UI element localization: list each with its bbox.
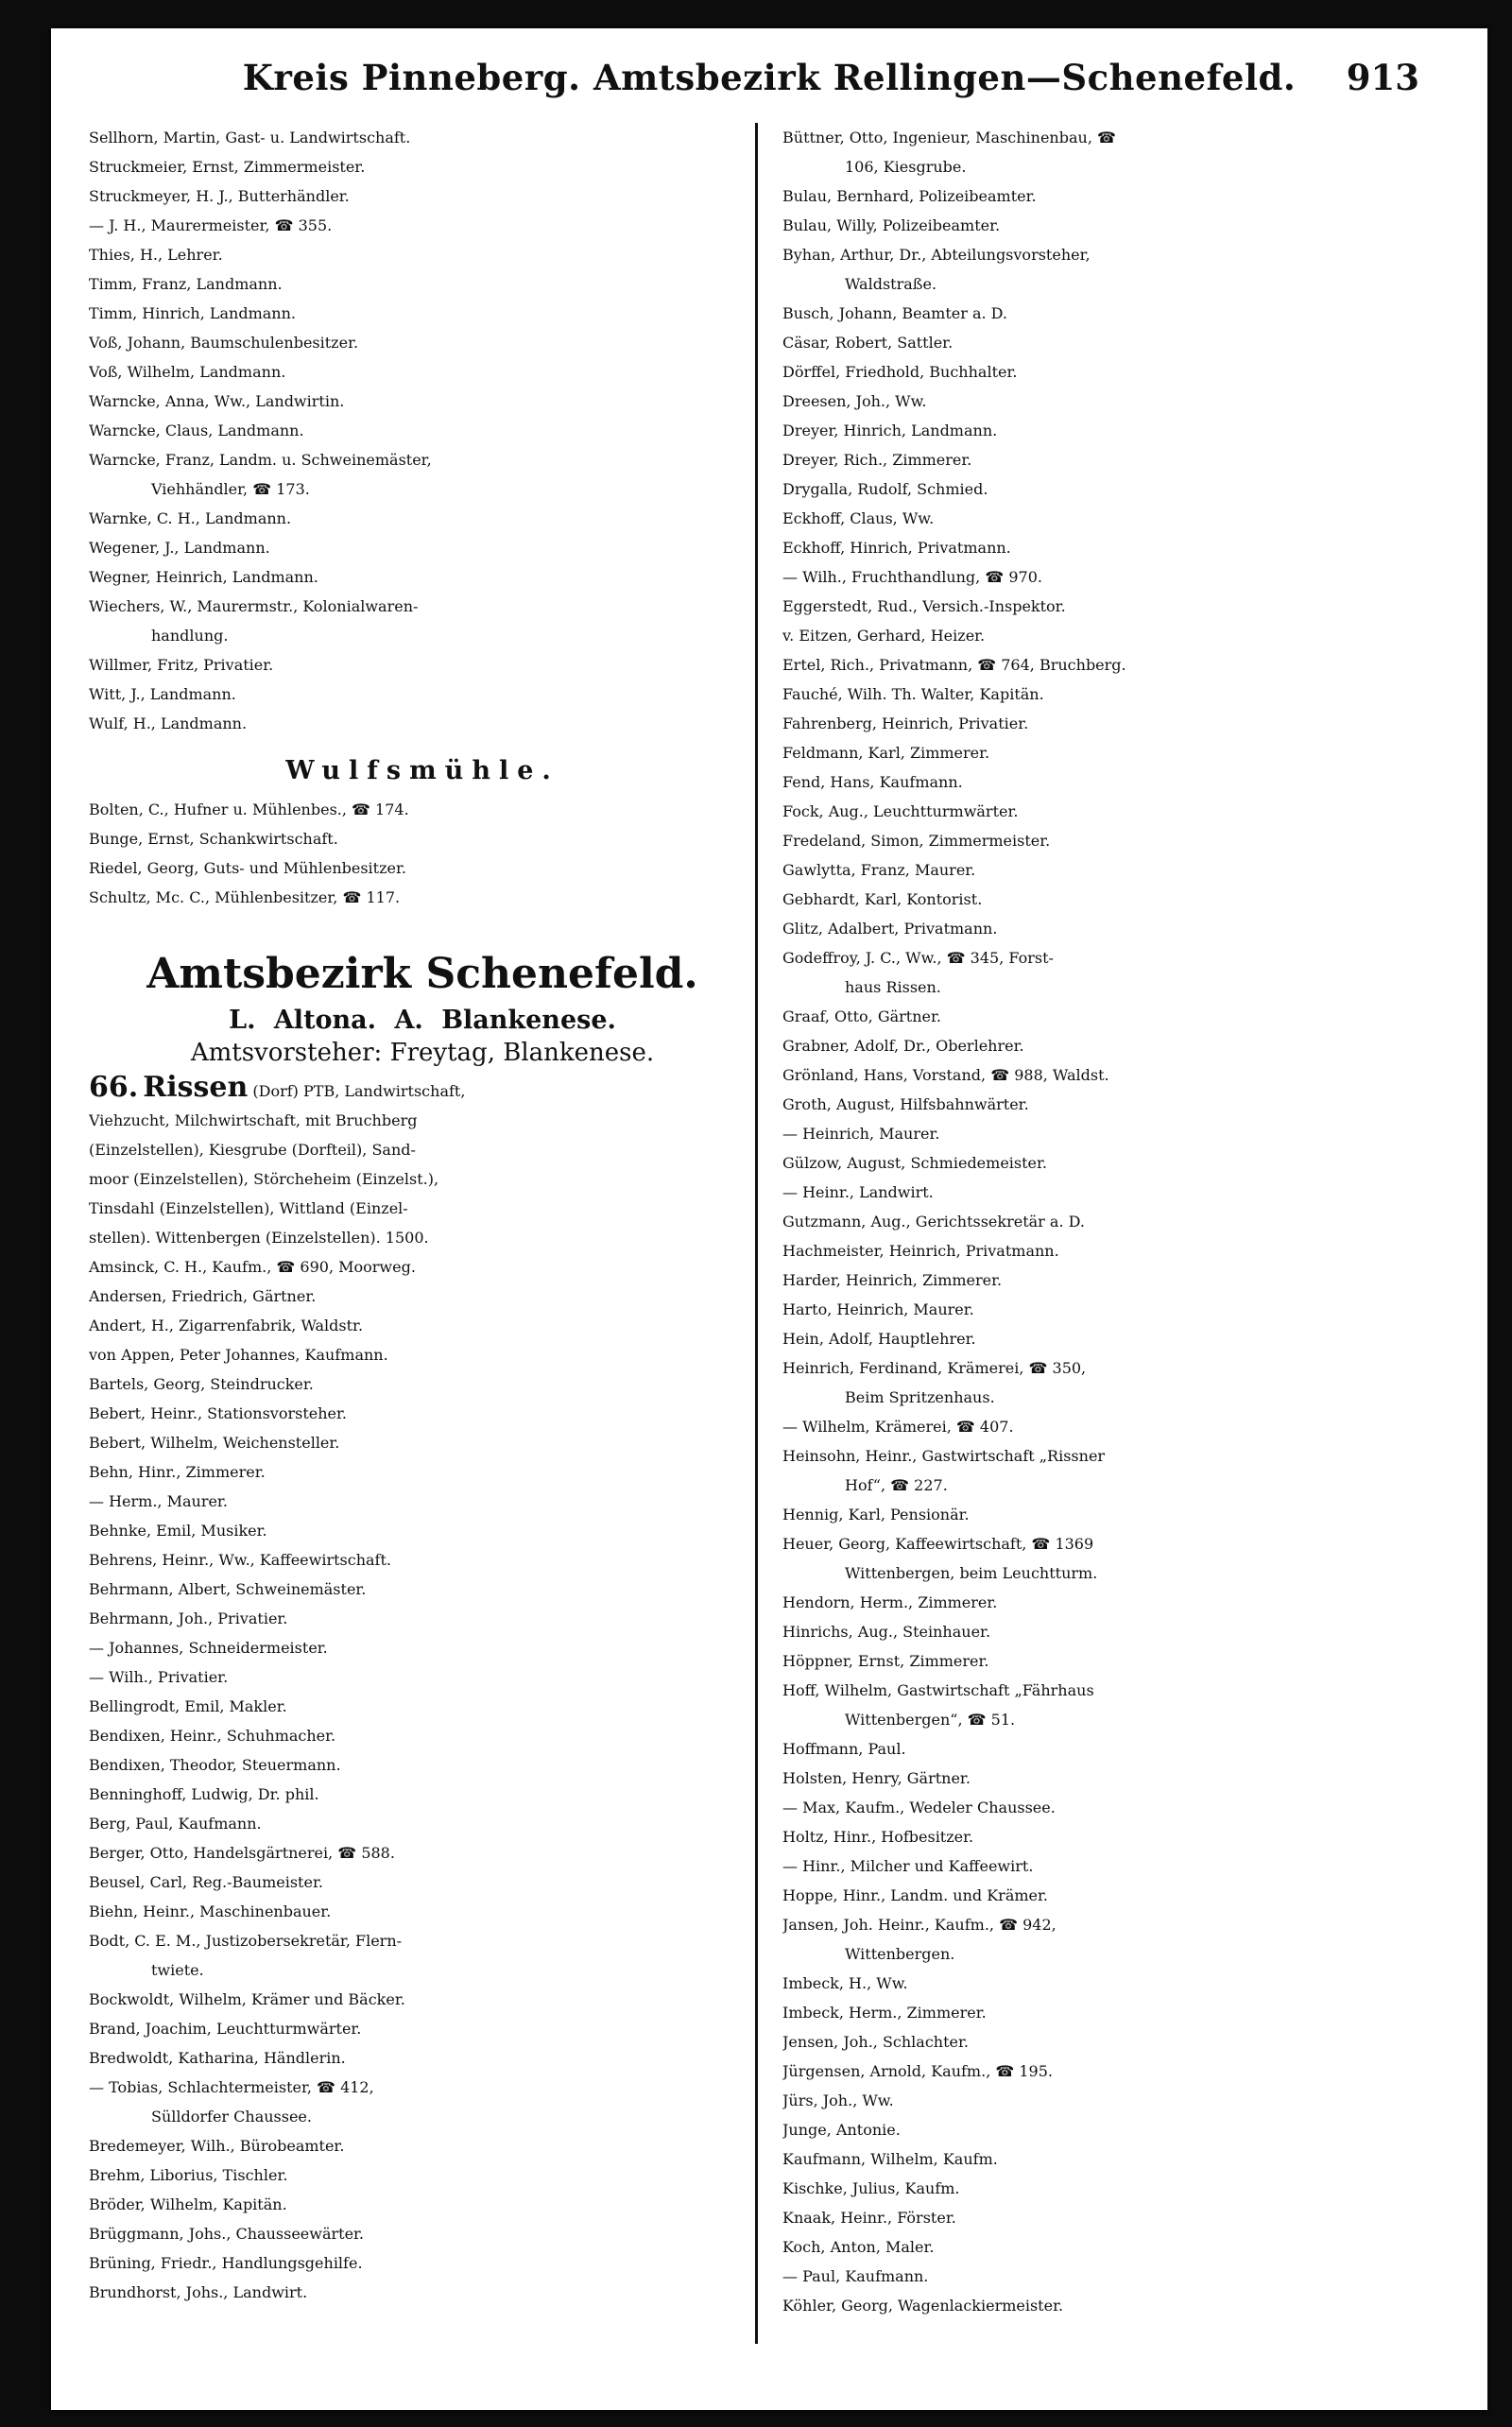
directory-entry: Bendixen, Theodor, Steuermann. xyxy=(89,1756,341,1774)
directory-entry: Busch, Johann, Beamter a. D. xyxy=(782,304,1008,322)
directory-entry: Warncke, Franz, Landm. u. Schweinemäster, xyxy=(89,451,432,469)
directory-entry: Bebert, Heinr., Stationsvorsteher. xyxy=(89,1404,347,1422)
directory-entry: Gutzmann, Aug., Gerichtssekretär a. D. xyxy=(782,1213,1085,1231)
place-name: Rissen xyxy=(143,1071,249,1104)
directory-entry: — Johannes, Schneidermeister. xyxy=(89,1639,328,1657)
directory-entry: Dreesen, Joh., Ww. xyxy=(782,392,927,410)
entry-continuation: 106, Kiesgrube. xyxy=(845,158,967,176)
directory-entry: — J. H., Maurermeister, ☎ 355. xyxy=(89,216,333,234)
directory-entry: Hachmeister, Heinrich, Privatmann. xyxy=(782,1242,1059,1260)
directory-entry: Hoff, Wilhelm, Gastwirtschaft „Fährhaus xyxy=(782,1681,1094,1699)
place-description: (Dorf) PTB, Landwirtschaft, xyxy=(248,1082,466,1100)
directory-entry: Dreyer, Hinrich, Landmann. xyxy=(782,422,998,439)
directory-entry: Berg, Paul, Kaufmann. xyxy=(89,1815,262,1833)
directory-entry: Bendixen, Heinr., Schuhmacher. xyxy=(89,1727,336,1745)
directory-entry: Timm, Hinrich, Landmann. xyxy=(89,304,296,322)
directory-entry: Sellhorn, Martin, Gast- u. Landwirtschaft. xyxy=(89,129,411,146)
directory-entry: Bebert, Wilhelm, Weichensteller. xyxy=(89,1434,340,1452)
directory-entry: Kaufmann, Wilhelm, Kaufm. xyxy=(782,2150,998,2168)
entry-continuation: Sülldorfer Chaussee. xyxy=(151,2108,312,2126)
directory-entry: Bredwoldt, Katharina, Händlerin. xyxy=(89,2049,346,2067)
directory-entry: — Paul, Kaufmann. xyxy=(782,2267,929,2285)
directory-entry: Behrens, Heinr., Ww., Kaffeewirtschaft. xyxy=(89,1551,391,1569)
directory-entry: Brand, Joachim, Leuchtturmwärter. xyxy=(89,2020,362,2038)
entry-continuation: Wittenbergen“, ☎ 51. xyxy=(845,1711,1016,1729)
directory-entry: Fahrenberg, Heinrich, Privatier. xyxy=(782,714,1029,732)
directory-entry: Andersen, Friedrich, Gärtner. xyxy=(89,1287,317,1305)
directory-entry: Imbeck, Herm., Zimmerer. xyxy=(782,2004,987,2022)
directory-entry: Brüggmann, Johs., Chausseewärter. xyxy=(89,2225,365,2243)
directory-entry: — Wilhelm, Krämerei, ☎ 407. xyxy=(782,1418,1014,1436)
directory-entry: Struckmeier, Ernst, Zimmermeister. xyxy=(89,158,366,176)
place-description-line: Viehzucht, Milchwirtschaft, mit Bruchberg xyxy=(89,1111,418,1129)
place-header-line xyxy=(89,1073,756,1106)
directory-entry: Wulf, H., Landmann. xyxy=(89,714,248,732)
right-entries xyxy=(782,123,1450,2320)
running-title: Kreis Pinneberg. Amtsbezirk Rellingen—Schenefeld. xyxy=(242,57,1297,98)
directory-entry: Willmer, Fritz, Privatier. xyxy=(89,656,274,674)
entry-continuation: twiete. xyxy=(151,1961,204,1979)
directory-entry: Behrmann, Joh., Privatier. xyxy=(89,1609,288,1627)
directory-entry: Groth, August, Hilfsbahnwärter. xyxy=(782,1095,1029,1113)
entry-continuation: haus Rissen. xyxy=(845,978,941,996)
directory-entry: — Heinr., Landwirt. xyxy=(782,1183,934,1201)
district-subheading: L. Altona. A. Blankenese. xyxy=(229,1006,616,1035)
directory-entry: Cäsar, Robert, Sattler. xyxy=(782,334,954,352)
directory-entry: Bröder, Wilhelm, Kapitän. xyxy=(89,2195,287,2213)
directory-entry: Brehm, Liborius, Tischler. xyxy=(89,2166,288,2184)
directory-entry: Hendorn, Herm., Zimmerer. xyxy=(782,1593,998,1611)
directory-entry: Drygalla, Rudolf, Schmied. xyxy=(782,480,988,498)
page-number: 913 xyxy=(1346,57,1419,98)
place-description-lines xyxy=(89,1106,756,1252)
place-number: 66. xyxy=(89,1071,139,1104)
directory-entry: Bulau, Willy, Polizeibeamter. xyxy=(782,216,1001,234)
directory-entry: Gebhardt, Karl, Kontorist. xyxy=(782,890,983,908)
directory-entry: — Tobias, Schlachtermeister, ☎ 412, xyxy=(89,2078,374,2096)
page-header xyxy=(51,57,1487,113)
entry-continuation: Hof“, ☎ 227. xyxy=(845,1476,948,1494)
entry-continuation: Wittenbergen, beim Leuchtturm. xyxy=(845,1564,1098,1582)
directory-entry: Köhler, Georg, Wagenlackiermeister. xyxy=(782,2297,1064,2315)
directory-entry: Bredemeyer, Wilh., Bürobeamter. xyxy=(89,2137,345,2155)
directory-entry: Eggerstedt, Rud., Versich.-Inspektor. xyxy=(782,597,1066,615)
directory-entry: Struckmeyer, H. J., Butterhändler. xyxy=(89,187,350,205)
place-description-line: Tinsdahl (Einzelstellen), Wittland (Einzel- xyxy=(89,1199,408,1217)
directory-entry: Dörffel, Friedhold, Buchhalter. xyxy=(782,363,1018,381)
place-description-line: stellen). Wittenbergen (Einzelstellen). 1500. xyxy=(89,1229,429,1247)
directory-entry: Graaf, Otto, Gärtner. xyxy=(782,1007,941,1025)
directory-entry: Riedel, Georg, Guts- und Mühlenbesitzer. xyxy=(89,859,406,877)
directory-entry: Voß, Wilhelm, Landmann. xyxy=(89,363,286,381)
directory-entry: Wegener, J., Landmann. xyxy=(89,539,270,557)
directory-entry: Behn, Hinr., Zimmerer. xyxy=(89,1463,266,1481)
directory-entry: Brundhorst, Johs., Landwirt. xyxy=(89,2283,308,2301)
directory-entry: Hoffmann, Paul. xyxy=(782,1740,906,1758)
directory-entry: Warncke, Claus, Landmann. xyxy=(89,422,304,439)
left-column xyxy=(89,123,756,2391)
directory-entry: Harder, Heinrich, Zimmerer. xyxy=(782,1271,1003,1289)
directory-entry: Schultz, Mc. C., Mühlenbesitzer, ☎ 117. xyxy=(89,888,401,906)
directory-entry: — Wilh., Fruchthandlung, ☎ 970. xyxy=(782,568,1042,586)
directory-entry: Warncke, Anna, Ww., Landwirtin. xyxy=(89,392,345,410)
directory-entry: Jürs, Joh., Ww. xyxy=(782,2091,894,2109)
directory-entry: Hennig, Karl, Pensionär. xyxy=(782,1506,970,1523)
district-heading: Amtsbezirk Schenefeld. xyxy=(146,950,698,998)
directory-entry: Harto, Heinrich, Maurer. xyxy=(782,1300,974,1318)
directory-entry: Bodt, C. E. M., Justizobersekretär, Flern- xyxy=(89,1932,403,1950)
directory-entry: Bunge, Ernst, Schankwirtschaft. xyxy=(89,830,338,848)
directory-entry: Fend, Hans, Kaufmann. xyxy=(782,773,963,791)
right-column xyxy=(782,123,1450,2391)
directory-entry: Timm, Franz, Landmann. xyxy=(89,275,283,293)
directory-entry: Büttner, Otto, Ingenieur, Maschinenbau, ☎ xyxy=(782,129,1116,146)
directory-entry: Feldmann, Karl, Zimmerer. xyxy=(782,744,990,762)
place-description-line: (Einzelstellen), Kiesgrube (Dorfteil), Sand- xyxy=(89,1141,416,1159)
directory-entry: Knaak, Heinr., Förster. xyxy=(782,2209,956,2227)
directory-entry: Beusel, Carl, Reg.-Baumeister. xyxy=(89,1873,323,1891)
directory-entry: Behrmann, Albert, Schweinemäster. xyxy=(89,1580,367,1598)
directory-entry: Jürgensen, Arnold, Kaufm., ☎ 195. xyxy=(782,2062,1053,2080)
directory-entry: Bulau, Bernhard, Polizeibeamter. xyxy=(782,187,1037,205)
district-head-officer: Amtsvorsteher: Freytag, Blankenese. xyxy=(190,1039,655,1067)
directory-entry: Benninghoff, Ludwig, Dr. phil. xyxy=(89,1785,319,1803)
directory-entry: Thies, H., Lehrer. xyxy=(89,246,223,264)
entry-continuation: handlung. xyxy=(151,627,229,645)
directory-entry: — Hinr., Milcher und Kaffeewirt. xyxy=(782,1857,1034,1875)
directory-entry: Eckhoff, Claus, Ww. xyxy=(782,509,935,527)
section-heading-wulfsmuehle: Wulfsmühle. xyxy=(285,756,559,785)
directory-entry: Grabner, Adolf, Dr., Oberlehrer. xyxy=(782,1037,1024,1055)
directory-entry: Witt, J., Landmann. xyxy=(89,685,236,703)
directory-entry: Gawlytta, Franz, Maurer. xyxy=(782,861,976,879)
directory-entry: Bolten, C., Hufner u. Mühlenbes., ☎ 174. xyxy=(89,800,409,818)
directory-entry: Fock, Aug., Leuchtturmwärter. xyxy=(782,802,1019,820)
directory-entry: Biehn, Heinr., Maschinenbauer. xyxy=(89,1902,332,1920)
directory-entry: — Max, Kaufm., Wedeler Chaussee. xyxy=(782,1799,1056,1816)
directory-entry: Fauché, Wilh. Th. Walter, Kapitän. xyxy=(782,685,1044,703)
directory-entry: Grönland, Hans, Vorstand, ☎ 988, Waldst. xyxy=(782,1066,1109,1084)
directory-entry: Ertel, Rich., Privatmann, ☎ 764, Bruchberg. xyxy=(782,656,1126,674)
left-top-entries xyxy=(89,123,756,738)
directory-entry: Heinrich, Ferdinand, Krämerei, ☎ 350, xyxy=(782,1359,1087,1377)
directory-entry: Byhan, Arthur, Dr., Abteilungsvorsteher, xyxy=(782,246,1091,264)
directory-entry: Behnke, Emil, Musiker. xyxy=(89,1522,267,1540)
directory-entry: Gülzow, August, Schmiedemeister. xyxy=(782,1154,1047,1172)
directory-entry: Brüning, Friedr., Handlungsgehilfe. xyxy=(89,2254,363,2272)
directory-entry: Dreyer, Rich., Zimmerer. xyxy=(782,451,972,469)
directory-entry: Berger, Otto, Handelsgärtnerei, ☎ 588. xyxy=(89,1844,395,1862)
directory-entry: Heinsohn, Heinr., Gastwirtschaft „Rissner xyxy=(782,1447,1106,1465)
directory-entry: Jensen, Joh., Schlachter. xyxy=(782,2033,969,2051)
directory-entry: Junge, Antonie. xyxy=(782,2121,901,2139)
directory-entry: Wiechers, W., Maurermstr., Kolonialwaren- xyxy=(89,597,419,615)
column-divider xyxy=(755,123,758,2344)
directory-entry: Imbeck, H., Ww. xyxy=(782,1974,908,1992)
directory-entry: Voß, Johann, Baumschulenbesitzer. xyxy=(89,334,359,352)
directory-entry: Holsten, Henry, Gärtner. xyxy=(782,1769,971,1787)
directory-entry: Bartels, Georg, Steindrucker. xyxy=(89,1375,314,1393)
entry-continuation: Waldstraße. xyxy=(845,275,937,293)
directory-entry: Glitz, Adalbert, Privatmann. xyxy=(782,920,998,938)
directory-entry: Bockwoldt, Wilhelm, Krämer und Bäcker. xyxy=(89,1990,405,2008)
directory-entry: Koch, Anton, Maler. xyxy=(782,2238,935,2256)
directory-entry: — Wilh., Privatier. xyxy=(89,1668,229,1686)
directory-entry: Bellingrodt, Emil, Makler. xyxy=(89,1697,287,1715)
directory-entry: Hoppe, Hinr., Landm. und Krämer. xyxy=(782,1886,1048,1904)
directory-entry: Kischke, Julius, Kaufm. xyxy=(782,2179,960,2197)
directory-entry: Wegner, Heinrich, Landmann. xyxy=(89,568,318,586)
entry-continuation: Beim Spritzenhaus. xyxy=(845,1388,995,1406)
directory-entry: Fredeland, Simon, Zimmermeister. xyxy=(782,832,1051,850)
directory-entry: Holtz, Hinr., Hofbesitzer. xyxy=(782,1828,974,1846)
rissen-entries xyxy=(89,1252,756,2307)
directory-entry: Amsinck, C. H., Kaufm., ☎ 690, Moorweg. xyxy=(89,1258,416,1276)
directory-entry: Jansen, Joh. Heinr., Kaufm., ☎ 942, xyxy=(782,1916,1057,1934)
directory-entry: von Appen, Peter Johannes, Kaufmann. xyxy=(89,1346,388,1364)
wulfsmuehle-entries xyxy=(89,795,756,912)
directory-entry: Eckhoff, Hinrich, Privatmann. xyxy=(782,539,1011,557)
directory-entry: Hein, Adolf, Hauptlehrer. xyxy=(782,1330,976,1348)
directory-entry: Hinrichs, Aug., Steinhauer. xyxy=(782,1623,991,1641)
directory-entry: — Heinrich, Maurer. xyxy=(782,1125,940,1143)
directory-entry: Andert, H., Zigarrenfabrik, Waldstr. xyxy=(89,1317,364,1334)
directory-entry: Godeffroy, J. C., Ww., ☎ 345, Forst- xyxy=(782,949,1054,967)
directory-entry: Heuer, Georg, Kaffeewirtschaft, ☎ 1369 xyxy=(782,1535,1094,1553)
directory-entry: — Herm., Maurer. xyxy=(89,1492,228,1510)
directory-entry: Höppner, Ernst, Zimmerer. xyxy=(782,1652,989,1670)
directory-entry: Warnke, C. H., Landmann. xyxy=(89,509,292,527)
entry-continuation: Wittenbergen. xyxy=(845,1945,955,1963)
directory-entry: v. Eitzen, Gerhard, Heizer. xyxy=(782,627,986,645)
place-description-line: moor (Einzelstellen), Störcheheim (Einzelst.), xyxy=(89,1170,439,1188)
entry-continuation: Viehhändler, ☎ 173. xyxy=(151,480,310,498)
directory-page xyxy=(51,28,1487,2410)
